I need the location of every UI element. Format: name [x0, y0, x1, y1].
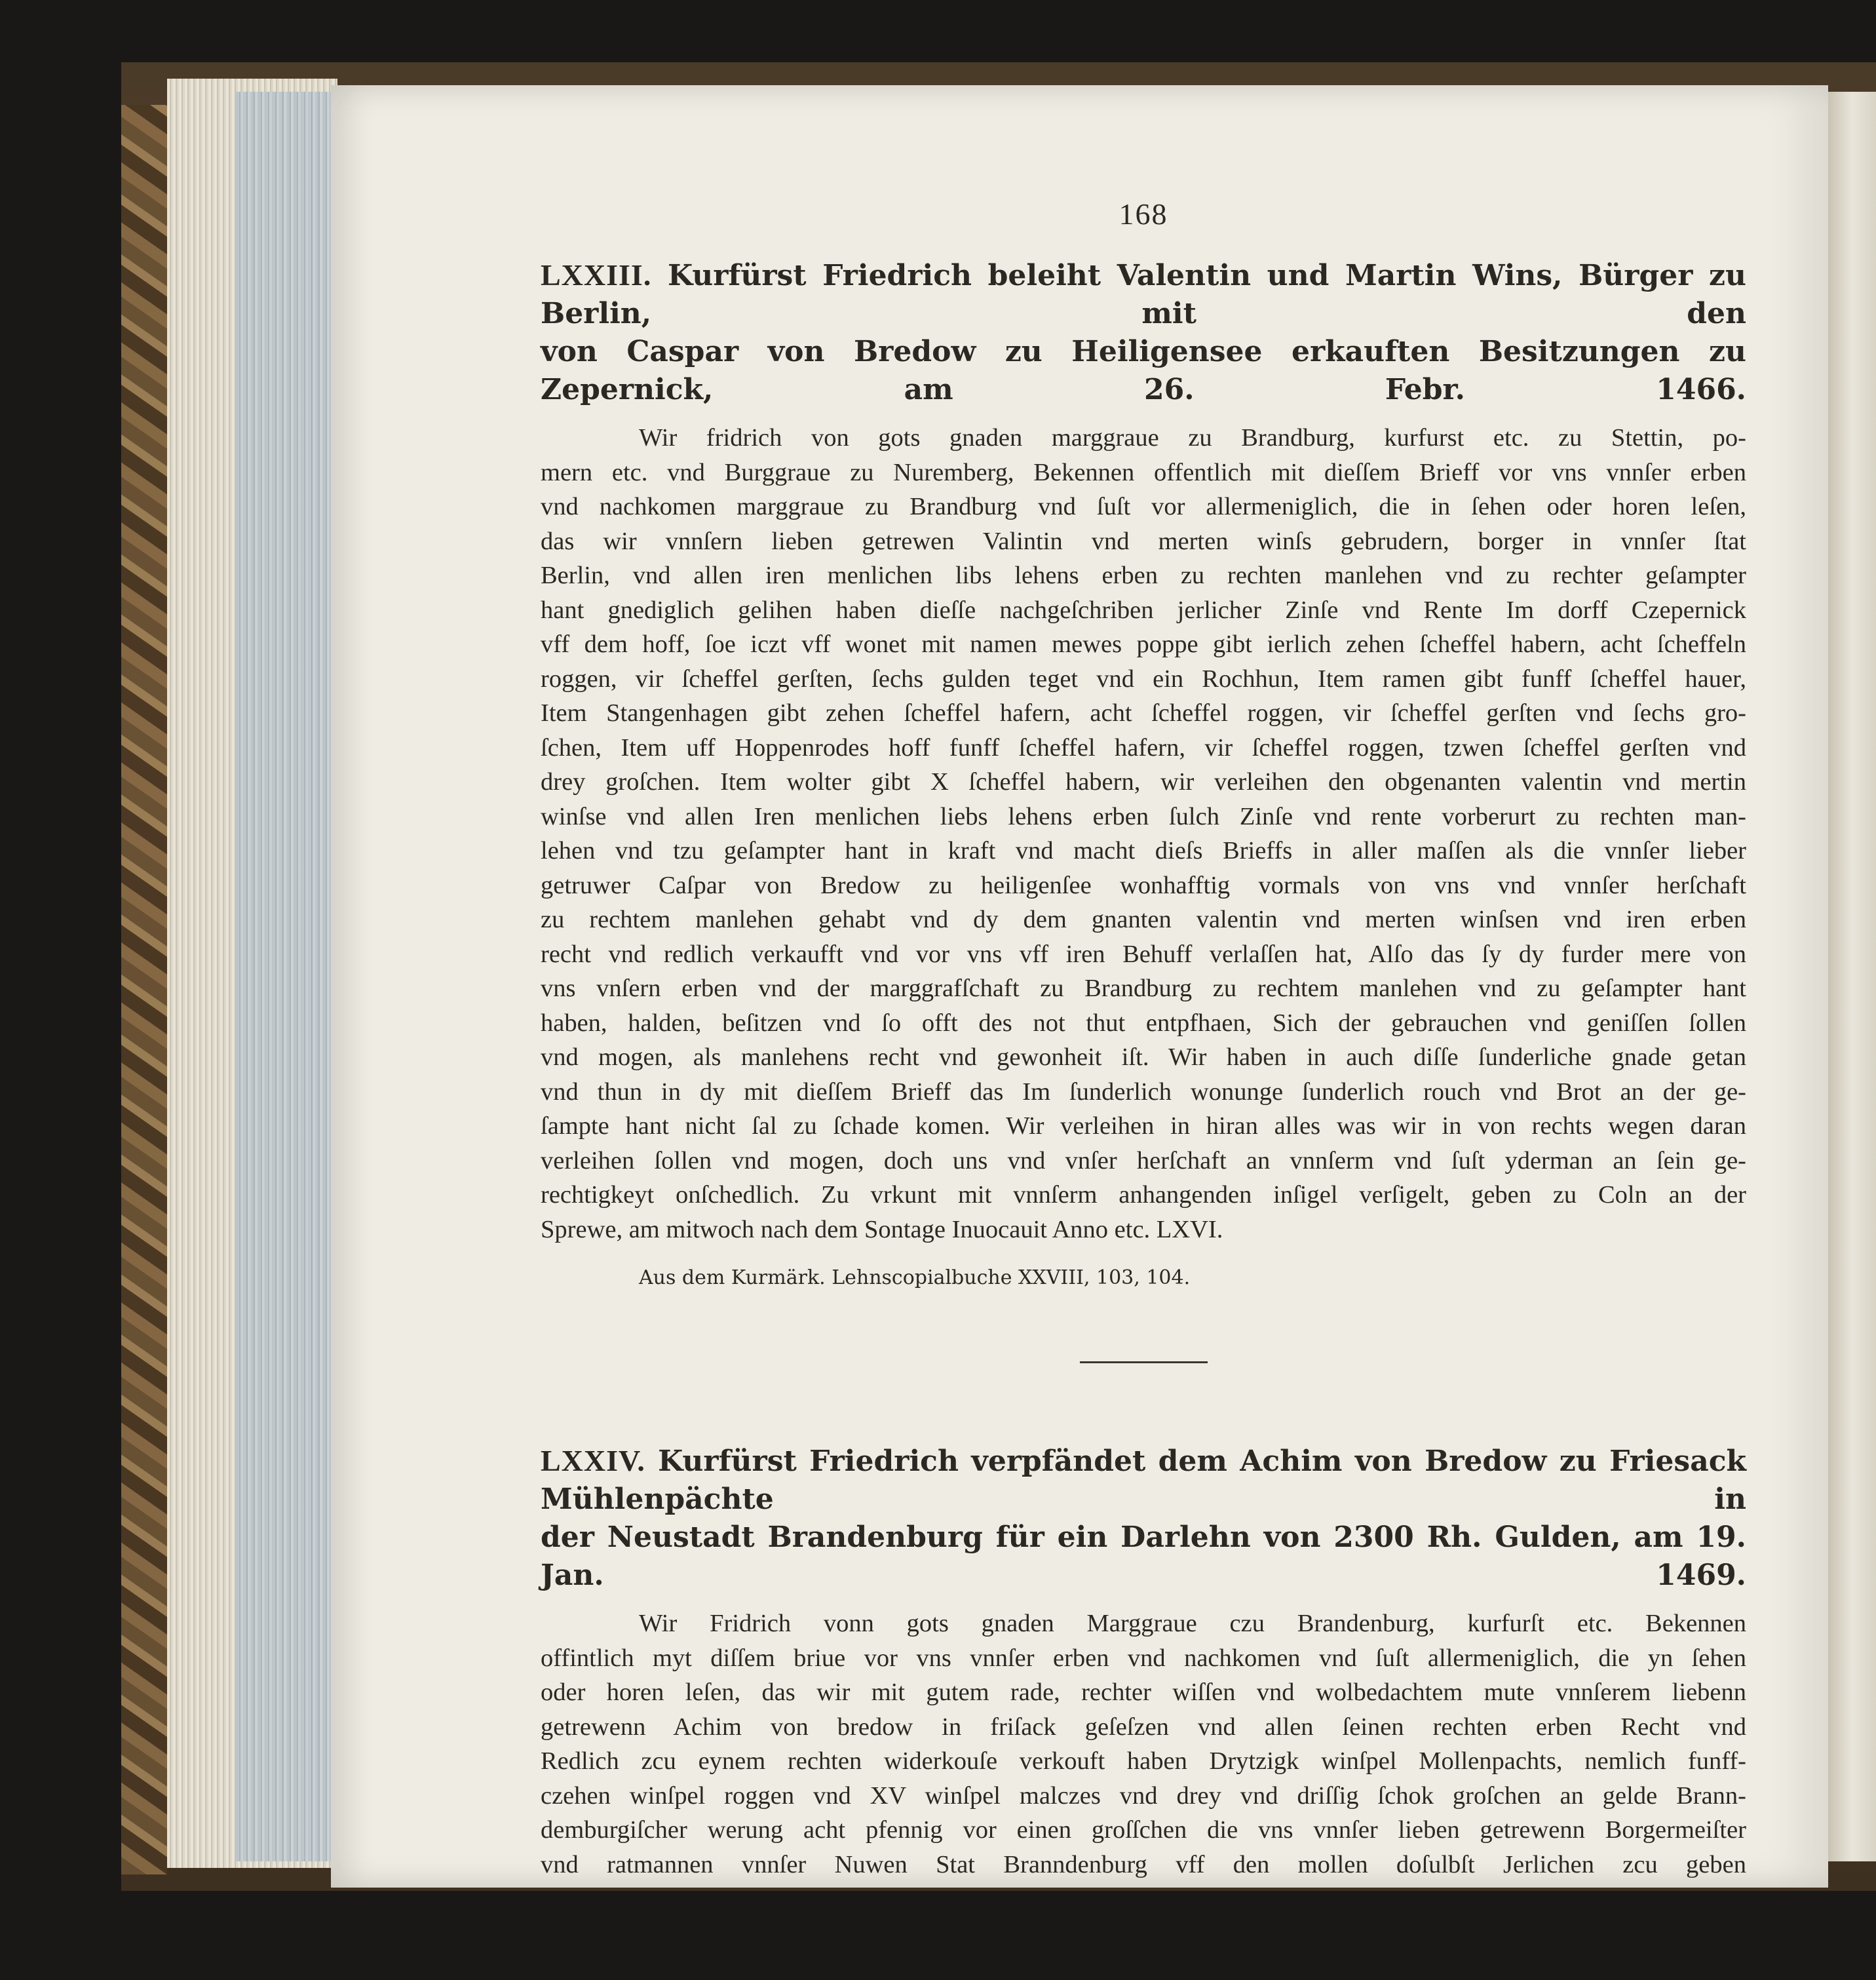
heading-line [541, 256, 1746, 333]
heading-line: der Neustadt Brandenburg für ein Darlehn von 2300 Rh. Gulden, am 19. Jan. 1469. [541, 1521, 1746, 1592]
section-body [541, 421, 1746, 1247]
text-line: ſampte hant nicht ſal zu ſchade komen. Wir verleihen in hiran alles was wir in von rechts wegen daran [541, 1112, 1746, 1140]
text-line: haben, halden, beſitzen vnd ſo offt des not thut entpfhaen, Sich der gebrauchen vnd geniſſen ſollen [541, 1009, 1746, 1037]
text-line: ſchen, Item uff Hoppenrodes hoff funff ſcheffel hafern, vir ſcheffel roggen, tzwen ſcheffel gerſten vnd [541, 733, 1746, 762]
text-line: Wir fridrich von gots gnaden marggraue zu Brandburg, kurfurst etc. zu Stettin, po- [639, 424, 1746, 452]
text-line: Wir Fridrich vonn gots gnaden Marggraue czu Brandenburg, kurfurſt etc. Bekennen [639, 1610, 1746, 1637]
text-line: offintlich myt diſſem briue vor vns vnnſer erben vnd nachkomen vnd ſuſt allermeniglich, die yn ſehen [541, 1644, 1746, 1672]
text-line: Item Stangenhagen gibt zehen ſcheffel hafern, acht ſcheffel roggen, vir ſcheffel gerſten vnd ſechs gro- [541, 699, 1746, 727]
text-line: demburgiſcher werung acht pfennig vor einen groſſchen die vns vnnſer lieben getrewenn Borgermeiſter [541, 1816, 1746, 1844]
text-line: verleihen ſollen vnd mogen, doch uns vnd vnſer herſchaft an vnnſerm vnd ſuſt yderman an ſein ge- [541, 1146, 1746, 1174]
text-line: vnd thun in dy mit dieſſem Brieff das Im ſunderlich wonunge ſunderlich rouch vnd Brot an der ge- [541, 1077, 1746, 1106]
text-line: getrewenn Achim von bredow in friſack geſeſzen vnd allen ſeinen rechten erben Recht vnd [541, 1713, 1746, 1741]
text-line: lehen vnd tzu geſampter hant in kraft vnd macht dieſs Brieffs in aller maſſen als die vnnſer lieber [541, 837, 1746, 864]
text-line: mern etc. vnd Burggraue zu Nuremberg, Bekennen offentlich mit dieſſem Brieff vor vns vnnſer erben [541, 458, 1746, 486]
text-line: getruwer Caſpar von Bredow zu heiligenſee wonhafftig vormals von vns vnd vnnſer herſchaft [541, 871, 1746, 899]
heading-line: von Caspar von Bredow zu Heiligensee erkauften Besitzungen zu Zepernick, am 26. Febr. 1466. [541, 335, 1746, 406]
heading-text: Kurfürst Friedrich beleiht Valentin und Martin Wins, Bürger zu Berlin, mit den [541, 259, 1746, 330]
text-line: hant gnediglich gelihen haben dieſſe nachgeſchriben jerlicher Zinſe vnd Rente Im dorff Czepernick [541, 596, 1746, 624]
text-line: vns vnſern erben vnd der marggrafſchaft zu Brandburg zu rechtem manlehen vnd zu geſampter hant [541, 975, 1746, 1002]
section-number: LXXIII. [541, 258, 652, 292]
text-line: Berlin, vnd allen iren menlichen libs lehens erben zu rechten manlehen vnd zu rechter geſampter [541, 562, 1746, 589]
page-edges-tinted [236, 92, 334, 1861]
heading-line [541, 1442, 1746, 1519]
source-citation: Aus dem Kurmärk. Lehnscopialbuche XXVIII, 103, 104. [639, 1266, 1191, 1289]
text-line: vnd nachkomen marggraue zu Brandburg vnd ſuſt vor allermeniglich, die in ſehen oder horen leſen, [541, 493, 1746, 520]
facing-page-edge [1828, 92, 1876, 1861]
section-number: LXXIV. [541, 1444, 645, 1477]
text-line: das wir vnnſern lieben getrewen Valintin vnd merten winſs gebrudern, borger in vnnſer ſtat [541, 527, 1746, 555]
text-line: roggen, vir ſcheffel gerſten, ſechs gulden teget vnd ein Rochhun, Item ramen gibt funff ſcheffel hauer, [541, 665, 1746, 693]
section-body [541, 1606, 1746, 1882]
text-line: drey groſchen. Item wolter gibt X ſcheffel habern, wir verleihen den obgenanten valentin vnd mertin [541, 768, 1746, 796]
text-line: rechtigkeyt onſchedlich. Zu vrkunt mit vnnſerm anhangenden inſigel verſigelt, geben zu Coln an der [541, 1181, 1746, 1209]
heading-text: Kurfürst Friedrich verpfändet dem Achim von Bredow zu Friesack Mühlenpächte in [541, 1445, 1746, 1516]
text-line: oder horen leſen, das wir mit gutem rade, rechter wiſſen vnd wolbedachtem mute vnnſerem liebenn [541, 1679, 1746, 1706]
text-line: Redlich zcu eynem rechten widerkouſe verkouft haben Drytzigk winſpel Mollenpachts, nemlich funff- [541, 1747, 1746, 1775]
text-line: vnd mogen, als manlehens recht vnd gewonheit iſt. Wir haben in auch diſſe ſunderliche gnade getan [541, 1043, 1746, 1071]
text-line: czehen winſpel roggen vnd XV winſpel malczes vnd drey vnd driſſig ſchok groſchen an gelde Brann- [541, 1781, 1746, 1810]
page-number: 168 [1119, 197, 1168, 231]
page-content [541, 197, 1746, 1882]
text-line: vff dem hoff, ſoe iczt vff wonet mit namen mewes poppe gibt ierlich zehen ſcheffel habern, acht ſcheffeln [541, 631, 1746, 658]
text-line: Sprewe, am mitwoch nach dem Sontage Inuocauit Anno etc. LXVI. [541, 1215, 1223, 1243]
marbled-board [121, 105, 167, 1874]
text-line: zu rechtem manlehen gehabt vnd dy dem gnanten valentin vnd merten winſsen vnd iren erben [541, 906, 1746, 933]
text-line: vnd ratmannen vnnſer Nuwen Stat Branndenburg vff den mollen doſulbſt Jerlichen zcu geben [541, 1850, 1746, 1878]
section-heading [541, 256, 1746, 409]
text-line: winſse vnd allen Iren menlichen liebs lehens erben ſulch Zinſe vnd rente vorberurt zu rechten man- [541, 802, 1746, 830]
section-heading [541, 1442, 1746, 1595]
text-line: recht vnd redlich verkaufft vnd vor vns vff iren Behuff verlaſſen hat, Alſo das ſy dy furder mere von [541, 940, 1746, 968]
